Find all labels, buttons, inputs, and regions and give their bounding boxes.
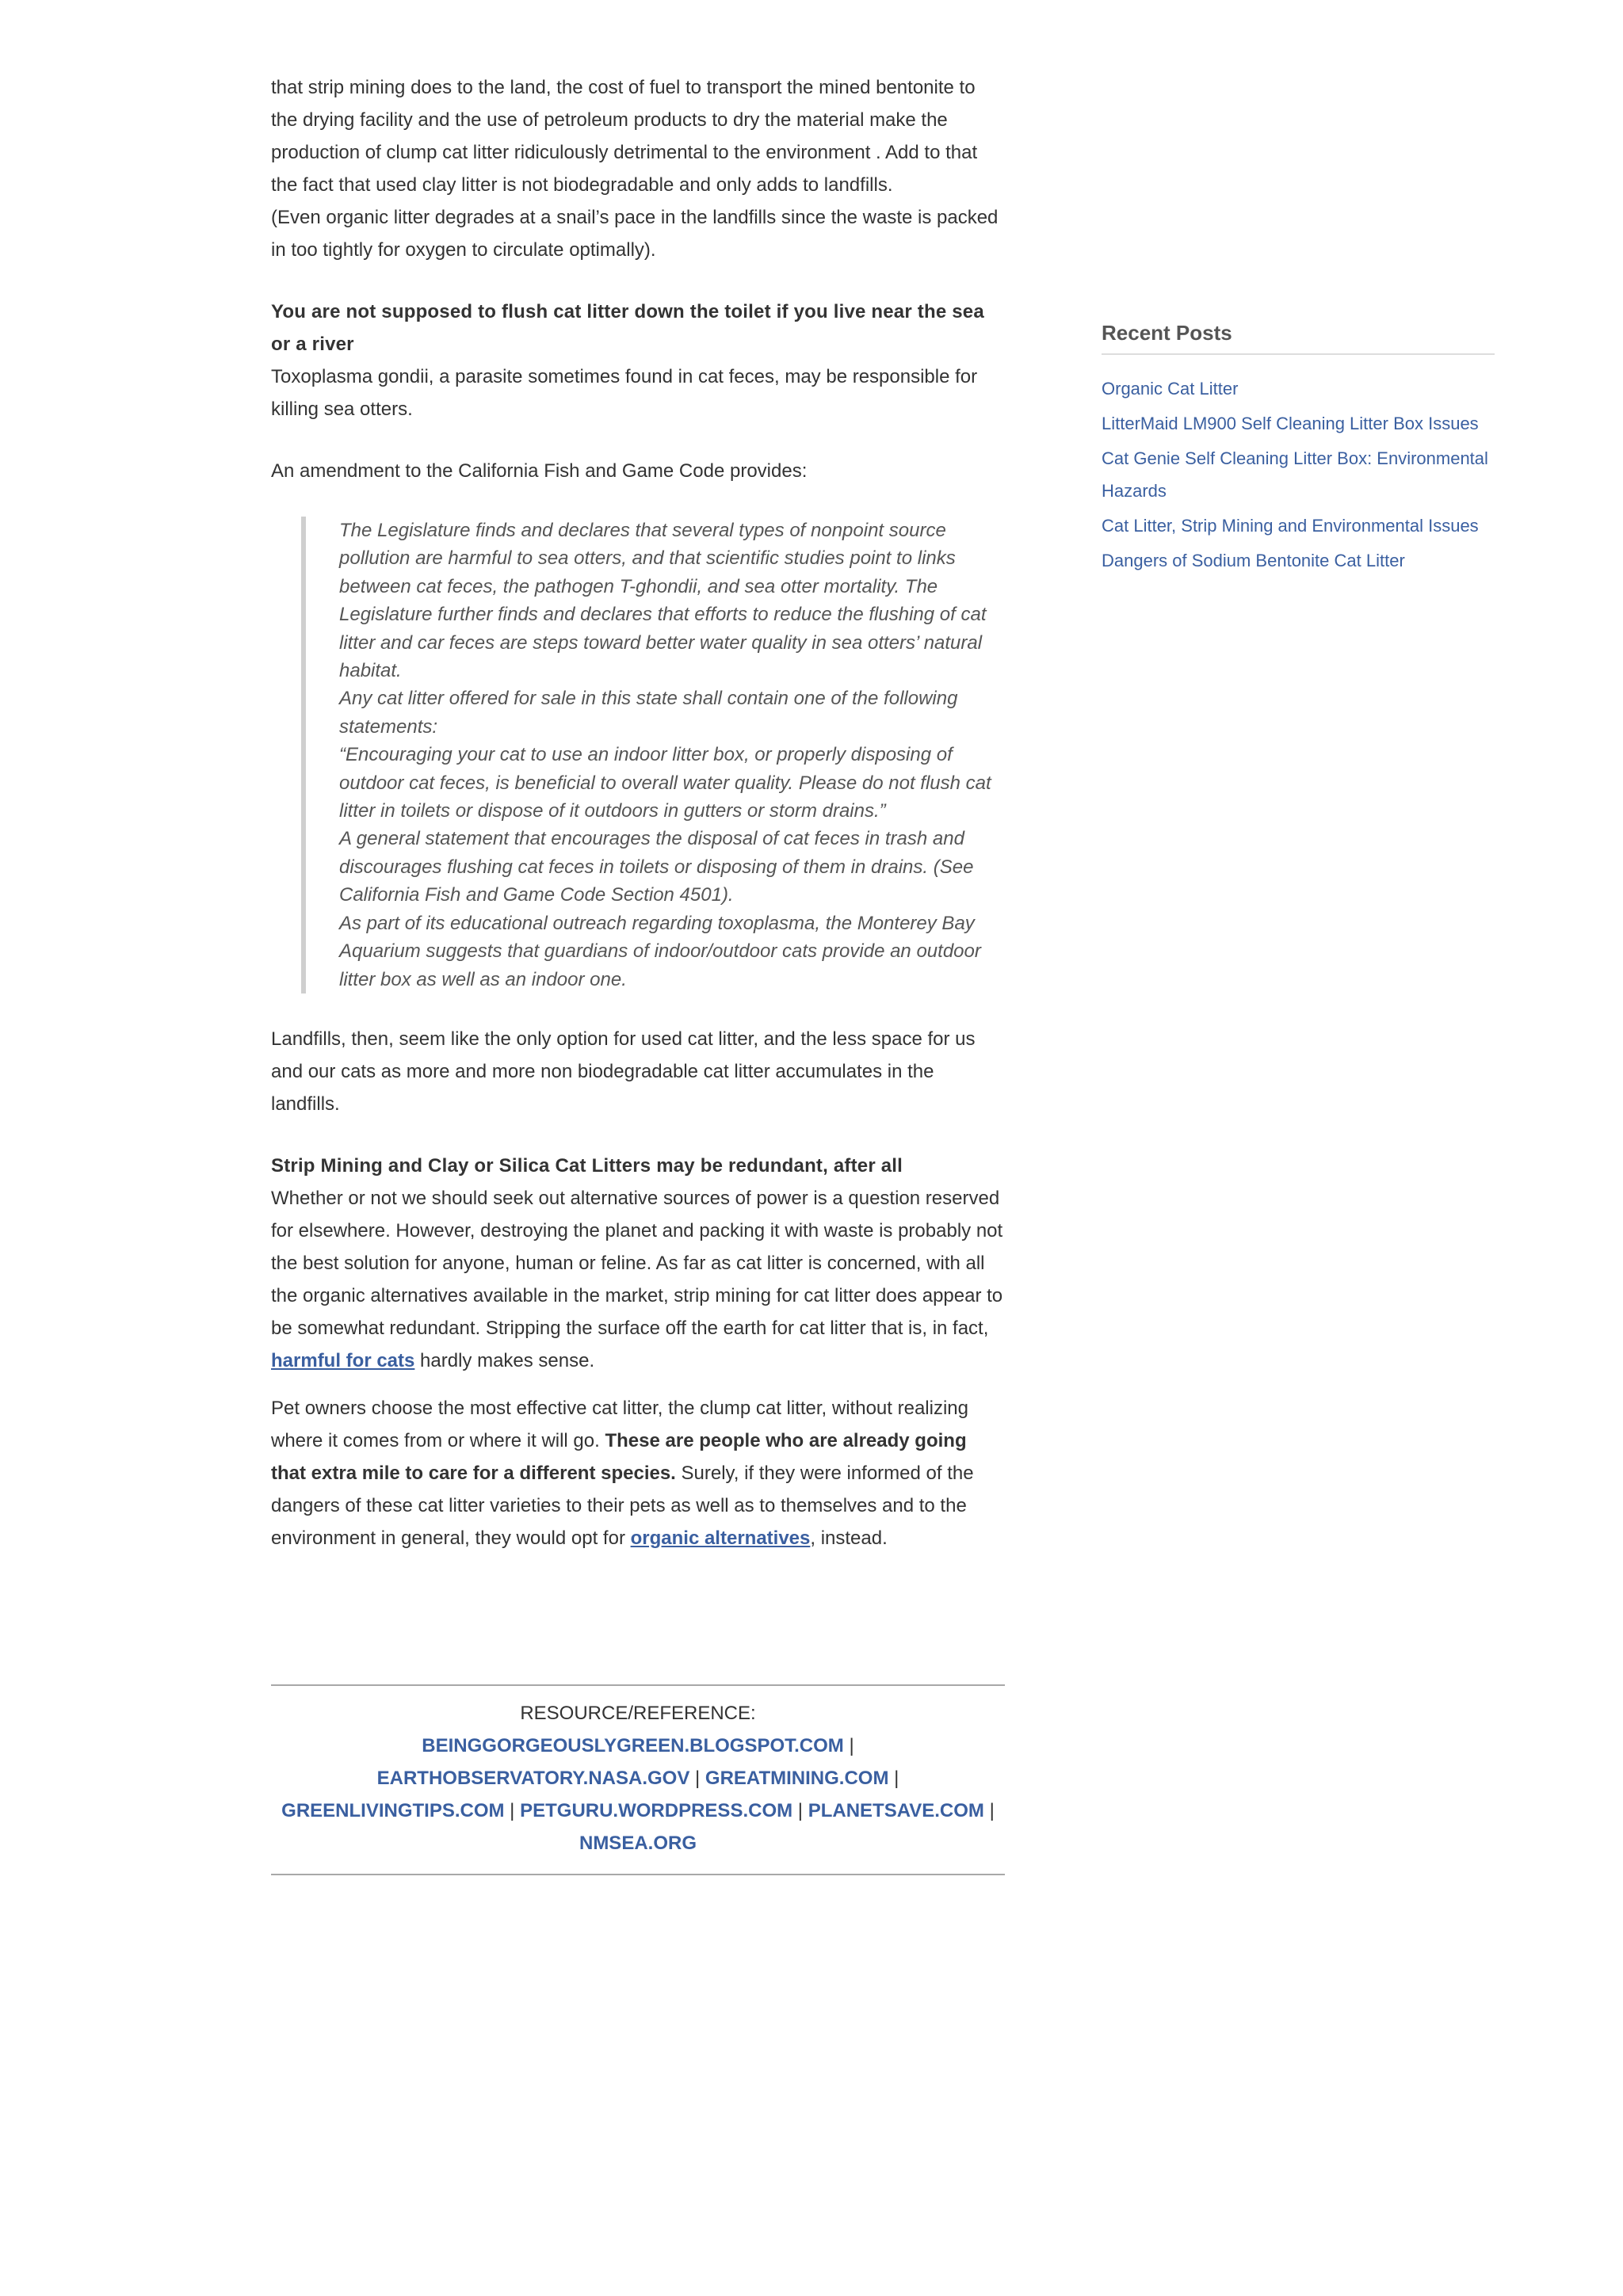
whether-paragraph <box>271 1182 1005 1377</box>
heading-flush: You are not supposed to flush cat litter down the toilet if you live near the sea or a river <box>271 301 984 355</box>
resources-label: RESOURCE/REFERENCE: <box>520 1703 756 1724</box>
resource-separator: | <box>888 1768 899 1789</box>
pet-owners-paragraph <box>271 1392 1005 1554</box>
recent-post-item[interactable] <box>1102 407 1495 440</box>
whether-text-start: Whether or not we should seek out alternative sources of power is a question reserved for elsewhere. However, destroying the planet and packing it with waste is probably not the best solution for anyone, human or feline. As far as cat litter is concerned, with all the organic alternatives available in the market, strip mining for cat litter does appear to be somewhat redundant. Stripping the surface off the earth for cat litter that is, in fact, <box>271 1187 1003 1339</box>
resource-separator: | <box>792 1800 808 1821</box>
intro-paragraph: that strip mining does to the land, the cost of fuel to transport the mined bentonite to the drying facility and the use of petroleum products to dry the material make the production of clump cat litter ridiculously detrimental to the environment . Add to that the fact that used clay litter is not biodegradable and only adds to landfills. <box>271 77 978 196</box>
pet-owners-text-start: Pet owners choose the most effective cat litter, the clump cat litter, without realizing where it comes from or where it will go. <box>271 1397 968 1451</box>
resources-line-3 <box>271 1794 1005 1827</box>
recent-post-link[interactable]: Dangers of Sodium Bentonite Cat Litter <box>1102 551 1405 570</box>
harmful-for-cats-link[interactable]: harmful for cats <box>271 1349 415 1371</box>
quote-line: The Legislature finds and declares that several types of nonpoint source pollution are harmful to sea otters, and that scientific studies point to links between cat feces, the pathogen T-ghondii, and sea otter mortality. The Legislature further finds and declares that efforts to reduce the flushing of cat litter and car feces are steps toward better water quality in sea otters’ natural habitat. <box>339 520 987 682</box>
resources-line-1 <box>271 1730 1005 1762</box>
sidebar <box>1102 321 1495 579</box>
resources-line-4 <box>271 1827 1005 1859</box>
resources-box <box>271 1684 1005 1875</box>
resource-separator: | <box>689 1768 705 1789</box>
resource-separator: | <box>843 1735 854 1756</box>
recent-post-item[interactable] <box>1102 442 1495 507</box>
pet-owners-text-middle: Surely, if they were informed of the dangers of these cat litter varieties to their pets as well as to themselves and to the environment in general, they would opt for <box>271 1462 974 1549</box>
article-body <box>271 71 1005 1584</box>
resource-link[interactable]: PLANETSAVE.COM <box>808 1800 984 1821</box>
resources-line-2 <box>271 1762 1005 1794</box>
recent-post-item[interactable] <box>1102 509 1495 542</box>
quote-line: Any cat litter offered for sale in this state shall contain one of the following statements: <box>339 688 958 738</box>
resource-link[interactable]: PETGURU.WORDPRESS.COM <box>520 1800 793 1821</box>
resource-separator: | <box>504 1800 521 1821</box>
landfills-paragraph: Landfills, then, seem like the only option for used cat litter, and the less space for us and our cats as more and more non biodegradable cat litter accumulates in the landfills. <box>271 1028 976 1115</box>
toxoplasma-paragraph: Toxoplasma gondii, a parasite sometimes found in cat feces, may be responsible for killing sea otters. <box>271 366 978 420</box>
resource-link[interactable]: GREENLIVINGTIPS.COM <box>281 1800 505 1821</box>
resource-link[interactable]: EARTHOBSERVATORY.NASA.GOV <box>376 1768 690 1789</box>
recent-posts-title: Recent Posts <box>1102 321 1495 355</box>
resource-link[interactable]: NMSEA.ORG <box>579 1833 697 1854</box>
pet-owners-bold-text: These are people who are already going that extra mile to care for a different species. <box>271 1429 967 1484</box>
resource-separator: | <box>983 1800 995 1821</box>
pet-owners-text-end: , instead. <box>810 1527 888 1549</box>
resource-link[interactable]: BEINGGORGEOUSLYGREEN.BLOGSPOT.COM <box>422 1735 844 1756</box>
whether-text-end: hardly makes sense. <box>414 1349 595 1371</box>
recent-post-link[interactable]: Cat Litter, Strip Mining and Environmental Issues <box>1102 516 1479 536</box>
organic-alternatives-link[interactable]: organic alternatives <box>630 1527 811 1549</box>
recent-post-item[interactable] <box>1102 372 1495 405</box>
heading-strip-mining: Strip Mining and Clay or Silica Cat Litters may be redundant, after all <box>271 1154 903 1177</box>
recent-posts-list <box>1102 372 1495 577</box>
legislation-blockquote <box>301 517 1005 994</box>
quote-line: A general statement that encourages the disposal of cat feces in trash and discourages flushing cat feces in toilets or disposing of them in drains. (See California Fish and Game Code Section 4501). <box>339 828 974 906</box>
recent-post-item[interactable] <box>1102 544 1495 577</box>
recent-post-link[interactable]: Cat Genie Self Cleaning Litter Box: Environmental Hazards <box>1102 448 1488 501</box>
quote-line: As part of its educational outreach regarding toxoplasma, the Monterey Bay Aquarium suggests that guardians of indoor/outdoor cats provide an outdoor litter box as well as an indoor one. <box>339 912 981 990</box>
amendment-paragraph: An amendment to the California Fish and Game Code provides: <box>271 460 808 482</box>
recent-post-link[interactable]: Organic Cat Litter <box>1102 379 1239 399</box>
resource-link[interactable]: GREATMINING.COM <box>705 1768 889 1789</box>
recent-post-link[interactable]: LitterMaid LM900 Self Cleaning Litter Box Issues <box>1102 414 1479 433</box>
intro-paragraph-2: (Even organic litter degrades at a snail’s pace in the landfills since the waste is packed in too tightly for oxygen to circulate optimally). <box>271 207 999 261</box>
quote-line: “Encouraging your cat to use an indoor litter box, or properly disposing of outdoor cat feces, is beneficial to overall water quality. Please do not flush cat litter in toilets or dispose of it outdoors in gutters or storm drains.” <box>339 744 991 822</box>
